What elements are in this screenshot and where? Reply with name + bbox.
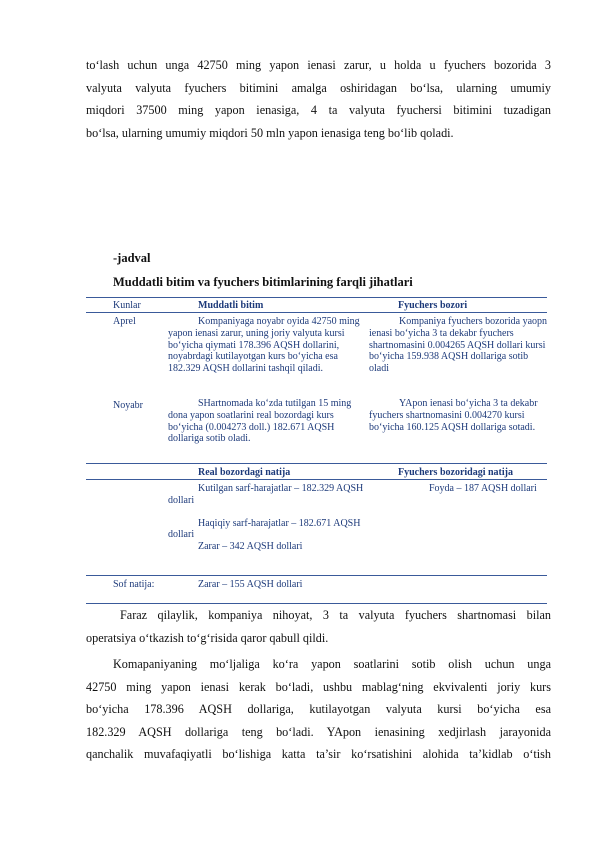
table-number: -jadval [113, 251, 151, 265]
text-line: Faraz qilaylik, kompaniya nihoyat, 3 ta valyuta fyuchers shartnomasi bilan [120, 608, 551, 622]
result-header-futures: Fyuchers bozoridagi natija [398, 467, 513, 478]
table-title: Muddatli bitim va fyuchers bitimlarining farqli jihatlari [113, 275, 413, 289]
text-line: 42750 ming yapon ienasi kerak bo‘ladi, ushbu mablag‘ning ekvivalenti joriy kurs [86, 679, 551, 694]
text-line: bo‘lsa, ularning umumiy miqdori 50 mln yapon ienasiga teng bo‘lib qoladi. [86, 125, 454, 140]
row-forward-april: Kompaniyaga noyabr oyida 42750 ming yapon ienasi zarur, uning joriy valyuta kursi bo‘yicha qiymati 178.396 AQSH dollarini, noyabrdagi kutilayotgan kurs bo‘yicha esa 182.329 AQSH dollarini tashqil qiladi. [168, 316, 360, 375]
header-futures: Fyuchers bozori [398, 300, 468, 311]
text-line: 182.329 AQSH dollariga teng bo‘ladi. YApon ienasining xedjirlash jarayonida [86, 724, 551, 739]
intro-paragraph [86, 54, 551, 144]
result-futures: Foyda – 187 AQSH dollari [429, 483, 537, 494]
text-line: bo‘yicha 178.396 AQSH dollariga, kutilayotgan valyuta kursi bo‘yicha esa [86, 702, 551, 717]
text-line: valyuta valyuta fyuchers bitimini amalga oshiridagan bo‘lsa, ularning umumiy [86, 80, 551, 95]
row-date-april: Aprel [113, 316, 136, 327]
text-line: miqdori 37500 ming yapon ienasiga, 4 ta valyuta fyuchersi bitimini tuzadigan [86, 103, 551, 118]
conclusion-paragraph [86, 604, 551, 649]
net-result-label: Sof natija: [113, 579, 155, 590]
header-forward: Muddatli bitim [198, 300, 264, 311]
result-header-forward: Real bozordagi natija [198, 467, 291, 478]
result-forward: Kutilgan sarf-harajatlar – 182.329 AQSH dollari Haqiqiy sarf-harajatlar – 182.671 AQSH dollari Zarar – 342 AQSH dollari [168, 483, 364, 553]
table-rule [86, 463, 547, 464]
header-dates: Kunlar [113, 300, 141, 311]
table-rule [86, 575, 547, 576]
net-result-value: Zarar – 155 AQSH dollari [198, 579, 303, 590]
row-date-november: Noyabr [113, 400, 143, 411]
table-rule [86, 312, 547, 313]
row-futures-november: YApon ienasi bo‘yicha 3 ta dekabr fyuchers shartnomasini 0.004270 kursi bo‘yicha 160.125 AQSH dollariga sotadi. [369, 398, 538, 433]
row-forward-november: SHartnomada ko‘zda tutilgan 15 ming dona yapon soatlarini real bozordagi kurs bo‘yicha (0.004273 doll.) 182.671 AQSH dollariga sotib oladi. [168, 398, 352, 445]
text-line: to‘lash uchun unga 42750 ming yapon ienasi zarur, u holda u fyuchers bozorida 3 [86, 58, 551, 72]
row-futures-april: Kompaniya fyuchers bozorida yaopn ienasi bo‘yicha 3 ta dekabr fyuchers shartnomasini 0.004265 AQSH dollari kursi bo‘yicha 159.938 AQSH dollariga sotib oladi [369, 316, 548, 375]
final-paragraph [86, 653, 551, 766]
text-line: Komapaniyaning mo‘ljaliga ko‘ra yapon soatlarini sotib olish uchun unga [113, 657, 551, 671]
text-line: qanchalik muvafaqiyatli bo‘lishiga katta ta’sir ko‘rsatishini alohida ta’kidlab o‘tish [86, 747, 551, 762]
table-rule [86, 479, 547, 480]
text-line: operatsiya o‘tkazish to‘g‘risida qaror qabull qildi. [86, 630, 329, 645]
table-rule [86, 297, 547, 298]
